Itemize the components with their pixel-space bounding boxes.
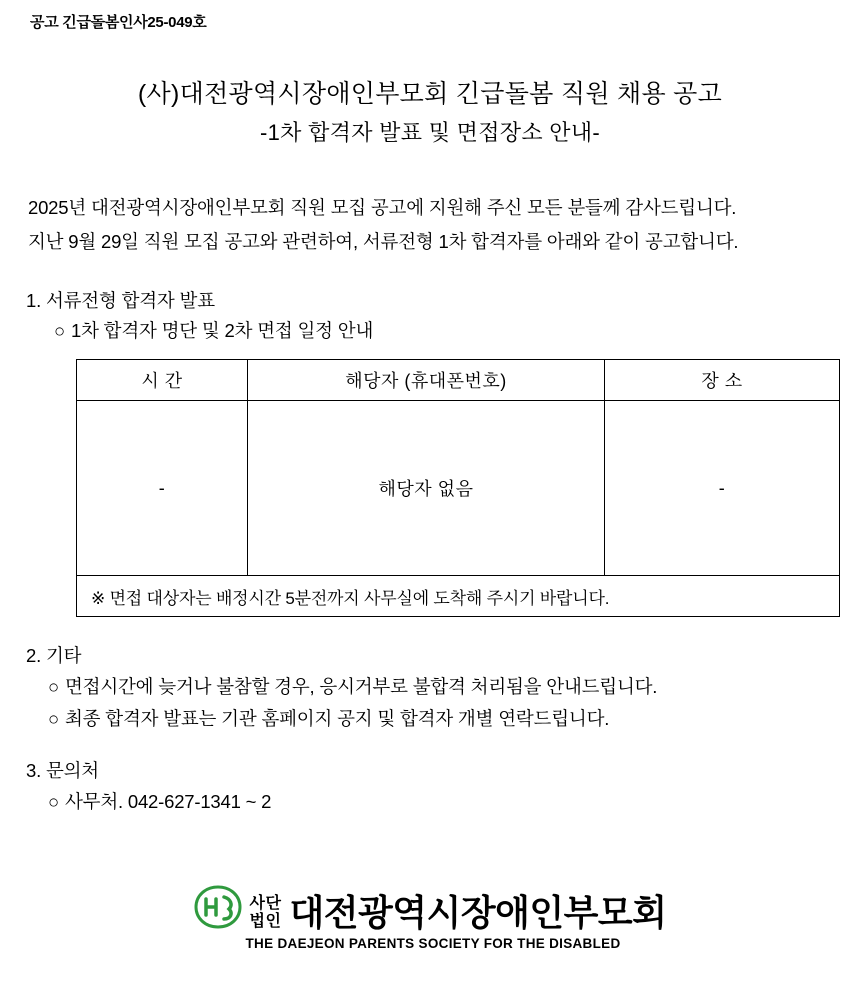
intro-paragraph: [26, 191, 834, 259]
table-cell-place: -: [605, 401, 840, 576]
section-1-heading: 1. 서류전형 합격자 발표: [26, 289, 215, 311]
section-3-heading: 3. 문의처: [26, 760, 99, 782]
logo-texts: [194, 885, 667, 951]
section-1: [26, 286, 834, 617]
logo-organization-name: 대전광역시장애인부모회: [289, 892, 667, 933]
intro-line-1: 2025년 대전광역시장애인부모회 직원 모집 공고에 지원해 주신 모든 분들께 감사드립니다.: [28, 197, 737, 219]
bullet-mark-icon: ○: [54, 320, 65, 342]
bullet-mark-icon: ○: [48, 790, 59, 812]
logo-prefix-line-1: 사단: [249, 895, 282, 913]
section-1-bullet: [54, 315, 834, 347]
section-2: [26, 641, 834, 734]
organization-logo: [0, 885, 860, 951]
organization-emblem-icon: [194, 885, 242, 931]
bullet-mark-icon: ○: [48, 707, 59, 729]
page-subtitle: -1차 합격자 발표 및 면접장소 안내-: [259, 120, 601, 146]
intro-line-2: 지난 9월 29일 직원 모집 공고와 관련하여, 서류전형 1차 합격자를 아래와 같이 공고합니다.: [28, 231, 739, 253]
section-2-bullet-2: [48, 703, 834, 735]
bullet-mark-icon: ○: [48, 675, 59, 697]
page-title: (사)대전광역시장애인부모회 긴급돌봄 직원 채용 공고: [137, 80, 723, 108]
section-1-bullet-label: 1차 합격자 명단 및 2차 면접 일정 안내: [70, 320, 374, 342]
logo-prefix-line-2: 법인: [249, 913, 282, 931]
section-2-bullet-1: [48, 671, 834, 703]
table-header-row: [77, 360, 840, 401]
table-note-row: [77, 576, 840, 617]
logo-prefix: [250, 895, 282, 931]
logo-row: [194, 885, 667, 931]
document-number: 공고 긴급돌봄인사25-049호: [30, 14, 207, 31]
table-header-time: 시 간: [77, 360, 248, 401]
logo-english-name: THE DAEJEON PARENTS SOCIETY FOR THE DISABLED: [245, 936, 621, 951]
result-table: [76, 359, 840, 617]
table-header-place: 장 소: [605, 360, 840, 401]
table-cell-time: -: [77, 401, 248, 576]
table-head: [77, 360, 840, 401]
section-2-bullet-2-label: 최종 합격자 발표는 기관 홈페이지 공지 및 합격자 개별 연락드립니다.: [64, 707, 610, 729]
section-3: [26, 756, 834, 817]
title-block: [26, 76, 834, 149]
table-body: [77, 401, 840, 617]
table-cell-person: 해당자 없음: [248, 401, 605, 576]
section-2-heading: 2. 기타: [26, 645, 82, 667]
table-row: [77, 401, 840, 576]
section-3-bullet-1: [48, 786, 834, 818]
section-3-bullet-1-label: 사무처. 042-627-1341 ~ 2: [64, 790, 272, 812]
table-note: ※ 면접 대상자는 배정시간 5분전까지 사무실에 도착해 주시기 바랍니다.: [77, 576, 840, 617]
section-2-bullet-1-label: 면접시간에 늦거나 불참할 경우, 응시거부로 불합격 처리됨을 안내드립니다.: [64, 675, 658, 697]
table-header-person: 해당자 (휴대폰번호): [248, 360, 605, 401]
